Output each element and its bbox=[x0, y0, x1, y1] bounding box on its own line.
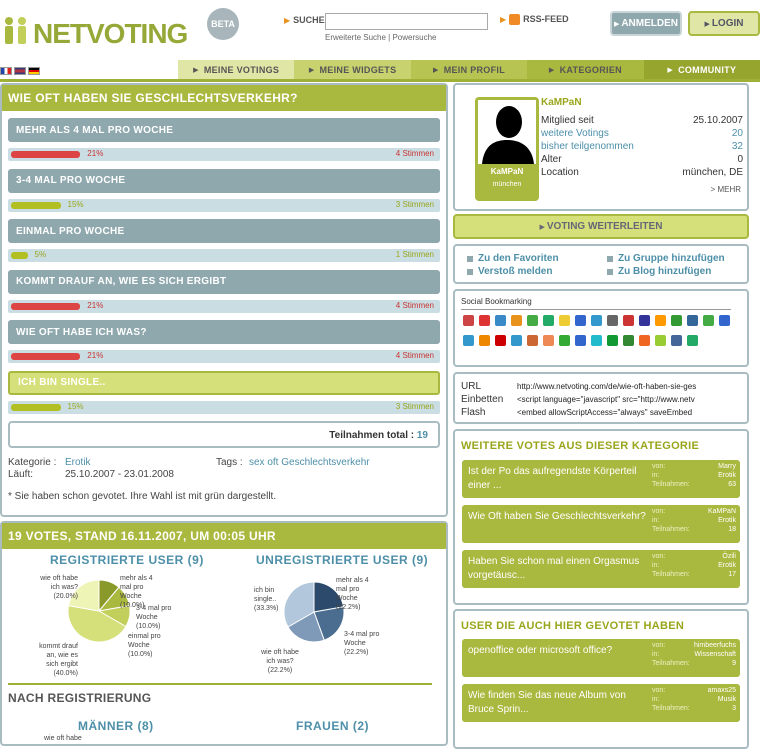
pie2-label: ich bin single.. (33.3%) bbox=[254, 587, 279, 612]
bookmark-service-icon[interactable] bbox=[607, 335, 618, 346]
poll-option[interactable]: KOMMT DRAUF AN, WIE ES SICH ERGIBT bbox=[8, 270, 440, 294]
result-percent: 21% bbox=[87, 300, 104, 310]
by-registration-heading: NACH REGISTRIERUNG bbox=[8, 691, 152, 705]
voted-note: * Sie haben schon gevotet. Ihre Wahl ist mit grün dargestellt. bbox=[8, 491, 277, 502]
advanced-search-link[interactable]: Erweiterte Suche bbox=[325, 33, 386, 42]
more-link[interactable]: > MEHR bbox=[710, 185, 741, 194]
result-bar-fill bbox=[11, 353, 80, 360]
pie1-label: 3-4 mal pro Woche (10.0%) bbox=[136, 605, 172, 630]
pie1-label: kommt drauf an, wie es sich ergibt (40.0%) bbox=[39, 643, 78, 677]
more-votes-title: WEITERE VOTES AUS DIESER KATEGORIE bbox=[461, 440, 700, 452]
user-votes-panel bbox=[453, 609, 749, 749]
registered-heading: REGISTRIERTE USER (9) bbox=[50, 553, 204, 567]
participated-link[interactable]: bisher teilgenommen 32 bbox=[541, 141, 743, 152]
user-votes-title: USER DIE AUCH HIER GEVOTET HABEN bbox=[461, 620, 685, 632]
nav-tab[interactable]: ▶ MEIN PROFIL bbox=[411, 60, 527, 79]
bookmark-service-icon[interactable] bbox=[559, 315, 570, 326]
bookmark-service-icon[interactable] bbox=[575, 315, 586, 326]
arrow-icon: ▶ bbox=[548, 66, 555, 74]
result-bar bbox=[8, 199, 440, 212]
nav-tab[interactable]: ▶ COMMUNITY bbox=[644, 60, 760, 79]
bookmark-service-icon[interactable] bbox=[639, 335, 650, 346]
embed-field[interactable]: <script language="javascript" src="http://www.netv bbox=[517, 395, 695, 404]
action-link[interactable]: Zu Blog hinzufügen bbox=[607, 266, 747, 277]
bookmark-service-icon[interactable] bbox=[511, 335, 522, 346]
bookmarking-title: Social Bookmarking bbox=[461, 297, 532, 306]
divider bbox=[8, 683, 432, 685]
runtime: 25.10.2007 - 23.01.2008 bbox=[65, 469, 174, 480]
bookmark-service-icon[interactable] bbox=[591, 315, 602, 326]
user-silhouette-icon bbox=[478, 100, 536, 164]
result-percent: 15% bbox=[67, 199, 84, 209]
stats-title: 19 VOTES, STAND 16.11.2007, UM 00:05 UHR bbox=[2, 523, 446, 549]
bookmark-service-icon[interactable] bbox=[463, 315, 474, 326]
result-bar bbox=[8, 350, 440, 363]
result-votes: 4 Stimmen bbox=[395, 351, 434, 360]
poll-options bbox=[0, 83, 448, 443]
profile-stats: Mitglied seit 25.10.2007 weitere Votings 20 bisher teilgenommen 32 Alter 0 Location münchen, DE bbox=[541, 115, 743, 178]
bookmark-service-icon[interactable] bbox=[655, 315, 666, 326]
vote-link-box[interactable]: Wie finden Sie das neue Album von Bruce Sprin... von: amaxs25 in: Musik Teilnahmen: 3 bbox=[462, 684, 740, 722]
bookmark-service-icon[interactable] bbox=[671, 335, 682, 346]
square-bullet-icon bbox=[467, 256, 473, 262]
forward-voting-button[interactable]: ▶ VOTING WEITERLEITEN bbox=[453, 214, 749, 239]
result-bar-fill bbox=[11, 303, 80, 310]
action-link[interactable]: Zu Gruppe hinzufügen bbox=[607, 253, 747, 264]
nav-tab[interactable]: ▶ MEINE WIDGETS bbox=[294, 60, 410, 79]
result-percent: 15% bbox=[67, 401, 84, 411]
bookmark-service-icon[interactable] bbox=[479, 315, 490, 326]
square-bullet-icon bbox=[607, 269, 613, 275]
avatar[interactable]: KaMPaN münchen bbox=[475, 97, 539, 201]
search-input[interactable] bbox=[325, 13, 488, 30]
men-heading: MÄNNER (8) bbox=[78, 719, 154, 733]
poll-option[interactable]: 3-4 MAL PRO WOCHE bbox=[8, 169, 440, 193]
avatar-image bbox=[478, 100, 536, 164]
nav-divider bbox=[0, 79, 760, 82]
bookmark-service-icon[interactable] bbox=[719, 315, 730, 326]
arrow-icon: ▶ bbox=[308, 66, 315, 74]
pie2-label: mehr als 4 mal pro Woche (22.2%) bbox=[336, 577, 369, 611]
logo-text: NETVOTING bbox=[33, 18, 188, 49]
result-bar bbox=[8, 300, 440, 313]
login-button[interactable]: ▶ LOGIN bbox=[688, 11, 760, 36]
poll-option[interactable]: ICH BIN SINGLE.. bbox=[8, 371, 440, 395]
bookmark-service-icon[interactable] bbox=[607, 315, 618, 326]
search-links: Erweiterte Suche | Powersuche bbox=[325, 33, 437, 42]
actions-panel bbox=[453, 244, 749, 284]
logo[interactable] bbox=[3, 6, 243, 48]
bookmark-service-icon[interactable] bbox=[575, 335, 586, 346]
tags-link[interactable]: sex oft Geschlechtsverkehr bbox=[249, 457, 370, 468]
bookmark-service-icon[interactable] bbox=[559, 335, 570, 346]
pie1-label: einmal pro Woche (10.0%) bbox=[128, 633, 161, 658]
more-votings-link[interactable]: weitere Votings 20 bbox=[541, 128, 743, 139]
bookmark-service-icon[interactable] bbox=[527, 315, 538, 326]
pie1-label: wie oft habe ich was? (20.0%) bbox=[40, 575, 78, 600]
rss-icon bbox=[509, 14, 520, 25]
bookmark-service-icon[interactable] bbox=[479, 335, 490, 346]
rss-feed-link[interactable]: ▶ RSS-FEED bbox=[500, 14, 569, 24]
unregistered-heading: UNREGISTRIERTE USER (9) bbox=[256, 553, 429, 567]
result-bar bbox=[8, 148, 440, 161]
vote-link-box[interactable]: Ist der Po das aufregendste Körperteil einer ... von: Marry in: Erotik Teilnahmen: 63 bbox=[462, 460, 740, 498]
profile-panel bbox=[453, 83, 749, 211]
result-votes: 1 Stimmen bbox=[395, 250, 434, 259]
result-bar-fill bbox=[11, 404, 61, 411]
action-link[interactable]: Verstoß melden bbox=[467, 266, 607, 277]
square-bullet-icon bbox=[467, 269, 473, 275]
category-link[interactable]: Erotik bbox=[65, 457, 91, 468]
flash-field[interactable]: <embed allowScriptAccess="always" saveEmbed bbox=[517, 408, 693, 417]
bookmark-service-icon[interactable] bbox=[687, 315, 698, 326]
url-field[interactable]: http://www.netvoting.com/de/wie-oft-haben-sie-ges bbox=[517, 382, 697, 391]
participants-count: 19 bbox=[416, 430, 428, 441]
result-votes: 4 Stimmen bbox=[395, 300, 434, 310]
square-bullet-icon bbox=[607, 256, 613, 262]
arrow-icon: ▶ bbox=[284, 16, 291, 25]
register-button[interactable]: ▶ ANMELDEN bbox=[610, 11, 682, 36]
bookmark-service-icon[interactable] bbox=[671, 315, 682, 326]
vote-link-box[interactable]: openoffice oder microsoft office? von: himbeerfuchs in: Wissenschaft Teilnahmen: 9 bbox=[462, 639, 740, 677]
result-bar-fill bbox=[11, 252, 28, 259]
people-logo-icon bbox=[3, 16, 29, 46]
profile-name[interactable]: KaMPaN bbox=[541, 97, 582, 108]
main-navigation bbox=[178, 60, 760, 79]
embed-panel: URL Einbetten Flash http://www.netvoting.com/de/wie-oft-haben-sie-ges <script language="javascript" src="http://www.netv <embed allowScriptAccess="always" saveEmbed bbox=[453, 372, 749, 424]
result-bar bbox=[8, 249, 440, 262]
poll-option[interactable]: EINMAL PRO WOCHE bbox=[8, 219, 440, 243]
result-percent: 21% bbox=[87, 149, 104, 158]
bookmark-service-icon[interactable] bbox=[527, 335, 538, 346]
participants-box: Teilnahmen total : 19 bbox=[8, 421, 440, 448]
action-link[interactable]: Zu den Favoriten bbox=[467, 253, 607, 264]
flag-fr-icon[interactable] bbox=[0, 67, 12, 75]
result-votes: 4 Stimmen bbox=[395, 149, 434, 158]
result-percent: 5% bbox=[34, 250, 47, 259]
bookmark-service-icon[interactable] bbox=[639, 315, 650, 326]
bookmark-service-icon[interactable] bbox=[495, 315, 506, 326]
flag-de-icon[interactable] bbox=[28, 67, 40, 75]
vote-link-box[interactable]: Wie Oft haben Sie Geschlechtsverkehr? von: KaMPaN in: Erotik Teilnahmen: 18 bbox=[462, 505, 740, 543]
search-label: ▶ SUCHE bbox=[284, 15, 325, 25]
bookmark-service-icon[interactable] bbox=[495, 335, 506, 346]
vote-link-box[interactable]: Haben Sie schon mal einen Orgasmus vorgetäusc... von: Özili in: Erotik Teilnahmen: 17 bbox=[462, 550, 740, 588]
flag-uk-icon[interactable] bbox=[14, 67, 26, 75]
pie1-label: mehr als 4 mal pro Woche (10.0%) bbox=[120, 575, 153, 609]
arrow-icon: ▶ bbox=[433, 66, 439, 74]
bookmark-service-icon[interactable] bbox=[591, 335, 602, 346]
bookmarking-panel bbox=[453, 289, 749, 367]
pie2-label: wie oft habe ich was? (22.2%) bbox=[261, 649, 299, 674]
poll-option[interactable]: MEHR ALS 4 MAL PRO WOCHE bbox=[8, 118, 440, 142]
arrow-icon: ▶ bbox=[193, 66, 199, 74]
poll-option[interactable]: WIE OFT HABE ICH WAS? bbox=[8, 320, 440, 344]
pie-chart-unregistered bbox=[284, 582, 344, 642]
bookmark-service-icon[interactable] bbox=[623, 335, 634, 346]
pie2-label: 3-4 mal pro Woche (22.2%) bbox=[344, 631, 380, 656]
bookmark-service-icon[interactable] bbox=[687, 335, 698, 346]
nav-tab[interactable]: ▶ MEINE VOTINGS bbox=[178, 60, 294, 79]
nav-tab[interactable]: ▶ KATEGORIEN bbox=[527, 60, 643, 79]
bookmark-service-icon[interactable] bbox=[623, 315, 634, 326]
bookmark-service-icon[interactable] bbox=[511, 315, 522, 326]
result-bar-fill bbox=[11, 202, 61, 209]
power-search-link[interactable]: Powersuche bbox=[392, 33, 437, 42]
result-bar bbox=[8, 401, 440, 414]
bookmark-service-icon[interactable] bbox=[543, 315, 554, 326]
language-flags bbox=[0, 67, 42, 78]
bookmark-service-icon[interactable] bbox=[655, 335, 666, 346]
beta-badge: BETA bbox=[207, 8, 239, 40]
bookmark-service-icon[interactable] bbox=[463, 335, 474, 346]
bookmark-service-icon[interactable] bbox=[703, 315, 714, 326]
result-bar-fill bbox=[11, 151, 80, 158]
bookmark-service-icon[interactable] bbox=[543, 335, 554, 346]
men-pie-label: wie oft habe bbox=[44, 735, 82, 742]
arrow-icon: ▶ bbox=[500, 15, 507, 24]
poll-meta: Kategorie : Erotik Tags : sex oft Geschlechtsverkehr Läuft: 25.10.2007 - 23.01.2008 * Sie haben schon gevotet. Ihre Wahl ist mit grün dargestellt. bbox=[8, 457, 428, 502]
arrow-icon: ▶ bbox=[667, 66, 674, 74]
women-heading: FRAUEN (2) bbox=[296, 719, 369, 733]
result-votes: 3 Stimmen bbox=[395, 199, 434, 209]
result-votes: 3 Stimmen bbox=[395, 401, 434, 411]
result-percent: 21% bbox=[87, 351, 104, 360]
poll-question: WIE OFT HABEN SIE GESCHLECHTSVERKEHR? bbox=[2, 85, 446, 111]
